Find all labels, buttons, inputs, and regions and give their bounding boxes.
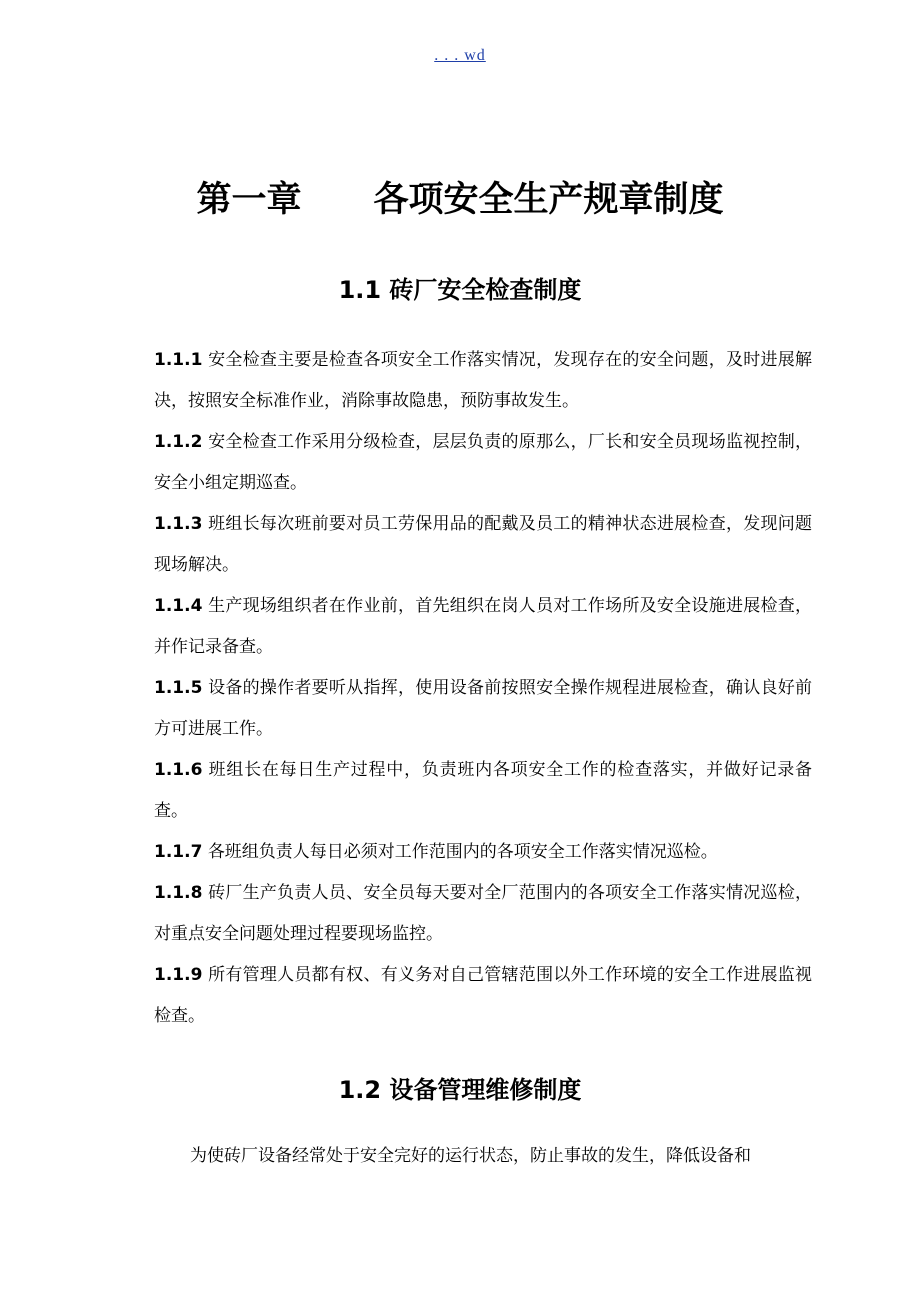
list-item: [154, 668, 812, 750]
item-text: 砖厂生产负责人员、安全员每天要对全厂范围内的各项安全工作落实情况巡检，对重点安全问题处理过程要现场监控。: [154, 883, 813, 944]
item-text: 所有管理人员都有权、有义务对自己管辖范围以外工作环境的安全工作进展监视检查。: [154, 965, 813, 1026]
chapter-label: 第一章: [196, 180, 302, 220]
item-number: 1.1.2: [154, 432, 203, 452]
item-text: 各班组负责人每日必须对工作范围内的各项安全工作落实情况巡检。: [207, 842, 718, 862]
list-item: [154, 586, 812, 668]
list-item: [154, 873, 812, 955]
section-title-1-2: 1.2 设备管理维修制度: [338, 1076, 582, 1104]
list-item: [154, 750, 812, 832]
item-text: 生产现场组织者在作业前，首先组织在岗人员对工作场所及安全设施进展检查，并作记录备查。: [154, 596, 813, 657]
chapter-name: 各项安全生产规章制度: [373, 180, 724, 220]
item-number: 1.1.5: [154, 678, 203, 698]
item-text: 班组长在每日生产过程中，负责班内各项安全工作的检查落实，并做好记录备查。: [154, 760, 813, 821]
item-number: 1.1.3: [154, 514, 203, 534]
item-number: 1.1.9: [154, 965, 203, 985]
section-title-1-1: 1.1 砖厂安全检查制度: [338, 276, 582, 304]
section-1-2-intro: 为使砖厂设备经常处于安全完好的运行状态，防止事故的发生，降低设备和: [190, 1146, 751, 1166]
item-text: 设备的操作者要听从指挥，使用设备前按照安全操作规程进展检查，确认良好前方可进展工作。: [154, 678, 813, 739]
item-number: 1.1.6: [154, 760, 203, 780]
list-item: [154, 955, 812, 1037]
item-number: 1.1.7: [154, 842, 203, 862]
item-text: 班组长每次班前要对员工劳保用品的配戴及员工的精神状态进展检查，发现问题现场解决。: [154, 514, 813, 575]
list-item: [154, 340, 812, 422]
list-item: [154, 422, 812, 504]
item-number: 1.1.8: [154, 883, 203, 903]
item-text: 安全检查主要是检查各项安全工作落实情况，发现存在的安全问题，及时进展解决，按照安全标准作业，消除事故隐患，预防事故发生。: [154, 350, 813, 411]
item-number: 1.1.4: [154, 596, 203, 616]
section-1-1-items: [154, 340, 812, 1037]
list-item: [154, 832, 812, 873]
item-text: 安全检查工作采用分级检查，层层负责的原那么，厂长和安全员现场监视控制，安全小组定期巡查。: [154, 432, 813, 493]
list-item: [154, 504, 812, 586]
chapter-title: [0, 172, 920, 222]
item-number: 1.1.1: [154, 350, 203, 370]
header-mark[interactable]: . . . wd: [434, 47, 486, 64]
